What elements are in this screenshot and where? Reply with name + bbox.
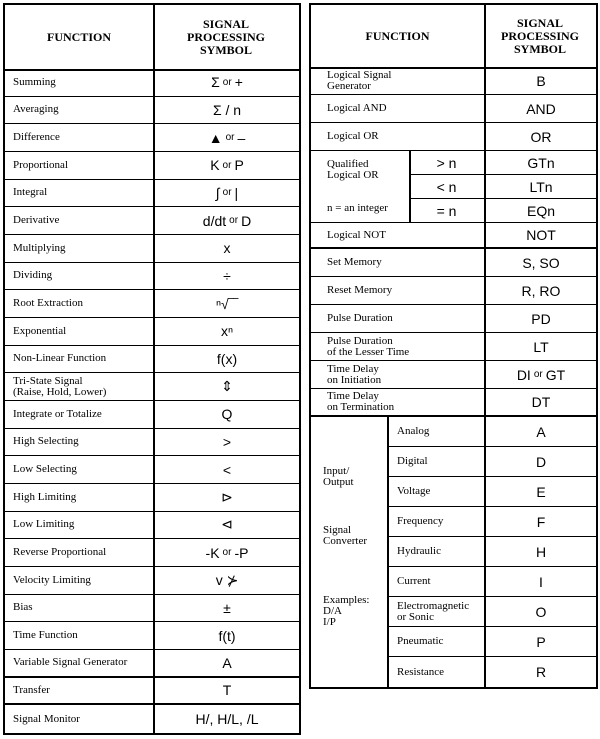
left-table-header (5, 5, 299, 71)
function-name: Averaging (13, 103, 59, 116)
signal-converter-label: Signal Converter (323, 524, 367, 547)
symbol-main: > (222, 433, 232, 450)
symbol-main: ▲ (208, 129, 223, 146)
function-name: Integrate or Totalize (13, 407, 102, 420)
symbol-alt: P (234, 157, 244, 174)
condition: > n (436, 154, 457, 171)
or-word: or (222, 159, 232, 171)
or-word: or (225, 132, 235, 144)
function-name: Non-Linear Function (13, 352, 107, 365)
function-row (5, 705, 299, 733)
function-row (5, 622, 299, 650)
function-name: Current (397, 575, 431, 587)
symbol-cell (155, 152, 299, 179)
converter-row (387, 477, 596, 507)
function-row (311, 67, 596, 95)
right-function-table (309, 3, 598, 689)
function-row (5, 595, 299, 623)
symbol-cell (155, 69, 299, 96)
function-name: Low Selecting (13, 463, 77, 476)
function-row (5, 124, 299, 152)
symbol-main: f(x) (216, 350, 238, 367)
symbol-main: ∫ (215, 184, 220, 201)
symbol-main: S, SO (522, 254, 560, 271)
function-name: Velocity Limiting (13, 573, 91, 586)
symbol-main: ÷ (223, 267, 231, 284)
converter-row (387, 627, 596, 657)
function-row (5, 318, 299, 346)
condition: < n (436, 178, 457, 195)
function-row (5, 69, 299, 97)
symbol-cell (155, 180, 299, 207)
symbol-main: F (536, 513, 546, 530)
function-name: Analog (397, 425, 430, 437)
symbol-main: Q (221, 406, 233, 423)
symbol-main: K (210, 157, 220, 174)
function-row (5, 207, 299, 235)
function-name: Pulse Duration of the Lesser Time (327, 334, 410, 358)
symbol-main: AND (526, 100, 556, 117)
function-row (311, 361, 596, 389)
symbol-alt: – (237, 129, 246, 146)
converter-row (387, 597, 596, 627)
or-word: or (533, 369, 543, 380)
function-name: Proportional (13, 158, 68, 171)
function-name: High Selecting (13, 435, 79, 448)
symbol-main: D (535, 453, 547, 470)
function-row (311, 333, 596, 361)
function-name: Low Limiting (13, 518, 75, 531)
symbol-cell (486, 95, 596, 122)
symbol-main: x (223, 240, 231, 257)
converter-row (387, 507, 596, 537)
symbol-main: B (536, 72, 546, 89)
symbol-cell (155, 401, 299, 428)
symbol-main: d/dt (202, 212, 227, 229)
symbol-main: LT (533, 338, 549, 355)
function-row (5, 235, 299, 263)
function-name: Voltage (397, 485, 431, 497)
symbol-main: -K (205, 544, 220, 561)
symbol-main: H/, H/L, /L (195, 711, 259, 728)
symbol-cell (486, 305, 596, 332)
symbol-cell (486, 249, 596, 276)
symbol-main: < (222, 461, 232, 478)
function-name: Resistance (397, 665, 445, 678)
function-row (311, 223, 596, 249)
function-name: Reset Memory (327, 284, 393, 296)
function-row (5, 97, 299, 125)
examples-label: Examples: D/A I/P (323, 594, 370, 629)
symbol-alt: + (234, 74, 243, 91)
function-row (5, 290, 299, 318)
function-row (5, 539, 299, 567)
symbol-main: OR (530, 128, 552, 145)
symbol-cell (486, 123, 596, 150)
or-word: or (222, 187, 232, 199)
function-name: Difference (13, 131, 60, 144)
function-name: Transfer (13, 683, 50, 696)
symbol-main: LTn (529, 178, 553, 195)
symbol-cell (155, 456, 299, 483)
symbol-main: O (535, 603, 547, 620)
symbol-cell (155, 705, 299, 733)
function-row (5, 512, 299, 540)
converter-row (387, 417, 596, 447)
symbol-cell (155, 567, 299, 594)
symbol-cell (155, 595, 299, 622)
qualified-label: Qualified Logical OR (327, 158, 379, 181)
converter-row (387, 657, 596, 687)
integer-note: n = an integer (327, 202, 388, 214)
function-row (5, 373, 299, 401)
function-row (311, 389, 596, 417)
function-header: FUNCTION (365, 28, 430, 43)
function-name: Derivative (13, 214, 60, 227)
converter-row (387, 537, 596, 567)
symbol-alt: | (234, 184, 239, 201)
symbol-main: NOT (526, 227, 556, 243)
symbol-cell (155, 622, 299, 649)
function-row (5, 401, 299, 429)
symbol-main: ⊲ (221, 516, 233, 533)
symbol-main: EQn (526, 203, 555, 219)
symbol-cell (486, 389, 596, 415)
function-name: Signal Monitor (13, 712, 80, 725)
symbol-main: H (535, 543, 547, 560)
qualified-row (409, 151, 596, 175)
function-row (5, 484, 299, 512)
qualified-logical-or-group (311, 151, 596, 223)
symbol-main: I (539, 573, 543, 590)
symbol-main: R, RO (521, 282, 561, 299)
converter-row (387, 447, 596, 477)
symbol-main: R (535, 664, 547, 680)
function-row (5, 429, 299, 457)
symbol-cell (155, 512, 299, 539)
symbol-main: A (536, 423, 546, 440)
function-row (5, 678, 299, 706)
function-name: Summing (13, 75, 56, 88)
symbol-alt: D (241, 212, 252, 229)
symbol-cell (155, 207, 299, 234)
signal-converter-group (311, 417, 596, 687)
or-word: or (229, 215, 239, 227)
function-row (311, 277, 596, 305)
function-row (5, 180, 299, 208)
symbol-cell (486, 333, 596, 360)
symbol-header: SIGNAL PROCESSING SYMBOL (186, 16, 266, 57)
function-name: Time Delay on Termination (327, 390, 395, 413)
function-name: Hydraulic (397, 545, 441, 557)
symbol-alt: -P (234, 544, 249, 561)
symbol-cell (486, 67, 596, 94)
symbol-cell (486, 277, 596, 304)
symbol-cell (155, 373, 299, 400)
function-name: Pneumatic (397, 635, 444, 647)
function-name: Pulse Duration (327, 312, 393, 324)
input-output-label: Input/ Output (323, 464, 354, 488)
function-name: Logical OR (327, 130, 379, 142)
or-word: or (222, 76, 232, 88)
symbol-cell (155, 678, 299, 704)
symbol-alt: GT (545, 366, 566, 383)
symbol-cell (155, 263, 299, 290)
function-name: Set Memory (327, 256, 382, 268)
or-word: or (222, 547, 232, 559)
symbol-main: ⇕ (221, 378, 233, 395)
function-name: Dividing (13, 269, 53, 282)
function-row (5, 650, 299, 678)
function-name: Digital (397, 455, 428, 467)
function-name: Time Delay on Initiation (327, 362, 382, 386)
symbol-main: ⊳ (221, 488, 233, 505)
symbol-main: E (536, 483, 546, 500)
function-name: Tri-State Signal (Raise, Hold, Lower) (13, 374, 107, 398)
function-row (5, 346, 299, 374)
symbol-main: ± (223, 599, 231, 616)
symbol-main: A (222, 654, 232, 671)
symbol-cell (155, 539, 299, 566)
function-name: High Limiting (13, 490, 77, 503)
function-row (311, 249, 596, 277)
function-row (5, 152, 299, 180)
symbol-main: v ⊁ (215, 571, 239, 588)
symbol-main: Σ (211, 74, 220, 91)
function-header: FUNCTION (46, 29, 111, 44)
function-name: Variable Signal Generator (13, 656, 128, 669)
symbol-cell (155, 650, 299, 676)
symbol-cell (155, 318, 299, 345)
symbol-cell (155, 429, 299, 456)
symbol-cell (155, 97, 299, 124)
function-name: Integral (13, 186, 48, 199)
symbol-header: SIGNAL PROCESSING SYMBOL (500, 15, 580, 56)
symbol-cell (155, 484, 299, 511)
symbol-main: P (536, 633, 546, 650)
function-name: Reverse Proportional (13, 546, 107, 559)
function-name: Logical NOT (327, 228, 386, 241)
condition: = n (436, 203, 457, 219)
function-name: Frequency (397, 515, 444, 527)
symbol-main: Σ / n (212, 101, 242, 118)
symbol-main: PD (531, 310, 551, 327)
symbol-main: xⁿ (220, 323, 234, 340)
symbol-main: DT (531, 394, 551, 410)
function-name: Root Extraction (13, 297, 83, 310)
function-row (311, 123, 596, 151)
function-row (5, 567, 299, 595)
left-function-table (3, 3, 301, 735)
function-name: Multiplying (13, 241, 66, 254)
symbol-main: f(t) (218, 627, 236, 644)
symbol-main: ⁿ√‾‾ (215, 295, 239, 312)
symbol-cell (486, 361, 596, 388)
qualified-row (409, 199, 596, 223)
function-row (5, 456, 299, 484)
function-row (5, 263, 299, 291)
converter-row (387, 567, 596, 597)
qualified-row (409, 175, 596, 199)
symbol-main: T (222, 682, 232, 699)
symbol-main: DI (516, 366, 531, 383)
symbol-cell (155, 235, 299, 262)
symbol-cell (155, 290, 299, 317)
symbol-cell (155, 124, 299, 151)
function-name: Bias (13, 601, 33, 614)
function-name: Logical Signal Generator (327, 68, 392, 92)
function-name: Electromagnetic or Sonic (397, 599, 470, 623)
function-row (311, 95, 596, 123)
function-name: Logical AND (327, 102, 387, 114)
symbol-main: GTn (527, 154, 555, 171)
function-name: Time Function (13, 629, 78, 642)
right-table-header (311, 5, 596, 69)
function-name: Exponential (13, 324, 67, 337)
symbol-cell (155, 346, 299, 373)
function-row (311, 305, 596, 333)
